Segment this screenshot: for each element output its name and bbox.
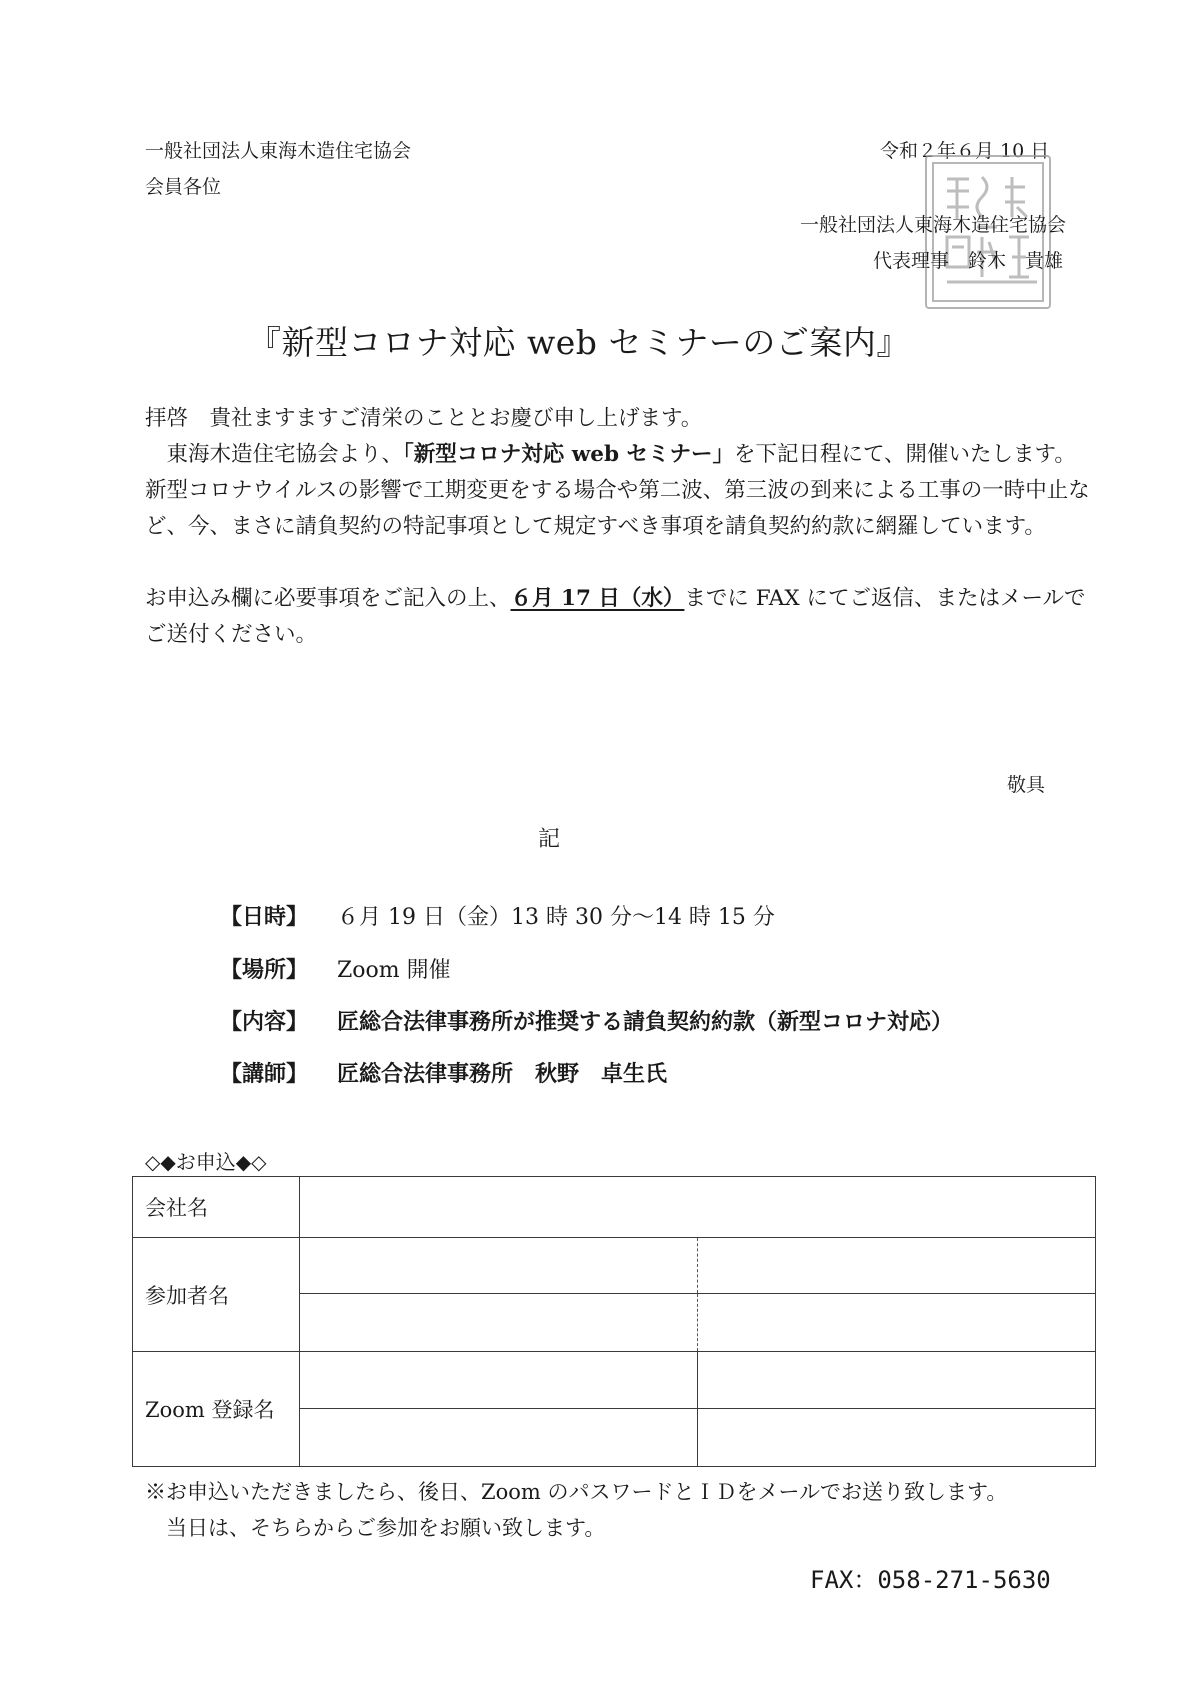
sender-org: 一般社団法人東海木造住宅協会 — [800, 214, 1067, 236]
participant-input-cell[interactable] — [698, 1294, 1096, 1352]
form-heading: ◇◆お申込◆◇ — [145, 1150, 267, 1174]
application-tail: までに FAX にてご返信、またはメールでご送付ください。 — [145, 586, 1086, 647]
greeting: 拝啓 貴社ますますご清栄のこととお慶び申し上げます。 — [145, 406, 703, 431]
detail-value-venue: Zoom 開催 — [337, 958, 451, 983]
issue-date: 令和２年６月 10 日 — [880, 140, 1050, 162]
page-title: 『新型コロナ対応 web セミナーのご案内』 — [248, 323, 910, 362]
zoom-name-input-cell[interactable] — [698, 1352, 1096, 1409]
company-label-cell — [133, 1177, 300, 1238]
company-input-cell[interactable] — [300, 1177, 1096, 1238]
note-line-2: 当日は、そちらからご参加をお願い致します。 — [145, 1516, 606, 1540]
closing-keigu: 敬具 — [1007, 774, 1046, 796]
application-lead: お申込み欄に必要事項をご記入の上、 — [145, 586, 511, 611]
announcement-lead: 東海木造住宅協会より、 — [145, 442, 404, 467]
participants-label-cell — [133, 1238, 300, 1352]
recipient-org: 一般社団法人東海木造住宅協会 — [145, 140, 412, 162]
detail-value-datetime: ６月 19 日（金）13 時 30 分～14 時 15 分 — [337, 905, 775, 930]
zoom-label: Zoom 登録名 — [145, 1398, 275, 1422]
detail-label-lecturer: 【講師】 — [220, 1061, 309, 1087]
detail-value-content: 匠総合法律事務所が推奨する請負契約約款（新型コロナ対応） — [337, 1009, 954, 1035]
participants-label: 参加者名 — [145, 1283, 229, 1308]
fax-number: FAX：058-271-5630 — [810, 1566, 1051, 1594]
zoom-label-cell — [133, 1352, 300, 1467]
participant-input-cell[interactable] — [300, 1294, 698, 1352]
note-line-1: ※お申込いただきましたら、後日、Zoom のパスワードとＩＤをメールでお送り致します。 — [145, 1480, 1008, 1504]
sender-representative: 代表理事 鈴木 貴雄 — [873, 250, 1064, 272]
description-paragraph: 新型コロナウイルスの影響で工期変更をする場合や第二波、第三波の到来による工事の一時中止など、今、まさに請負契約の特記事項として規定すべき事項を請負契約約款に網羅しています。 — [145, 478, 1090, 539]
zoom-name-input-cell[interactable] — [300, 1409, 698, 1467]
participant-input-cell[interactable] — [300, 1238, 698, 1294]
detail-label-datetime: 【日時】 — [220, 904, 309, 930]
detail-label-content: 【内容】 — [220, 1009, 309, 1035]
detail-label-venue: 【場所】 — [220, 957, 309, 983]
company-label: 会社名 — [145, 1196, 208, 1220]
zoom-name-input-cell[interactable] — [300, 1352, 698, 1409]
detail-value-lecturer: 匠総合法律事務所 秋野 卓生氏 — [337, 1061, 668, 1087]
zoom-name-input-cell[interactable] — [698, 1409, 1096, 1467]
recipient: 会員各位 — [145, 176, 222, 198]
application-deadline: ６月 17 日（水） — [510, 586, 685, 611]
seminar-name: 「新型コロナ対応 web セミナー」 — [403, 442, 734, 467]
announcement-tail: を下記日程にて、開催いたします。 — [733, 442, 1076, 467]
ki-heading: 記 — [538, 827, 561, 852]
letter-body — [145, 401, 1095, 653]
participant-input-cell[interactable] — [698, 1238, 1096, 1294]
application-instruction — [145, 581, 1095, 653]
announcement — [145, 437, 1095, 473]
application-form — [132, 1176, 1096, 1467]
